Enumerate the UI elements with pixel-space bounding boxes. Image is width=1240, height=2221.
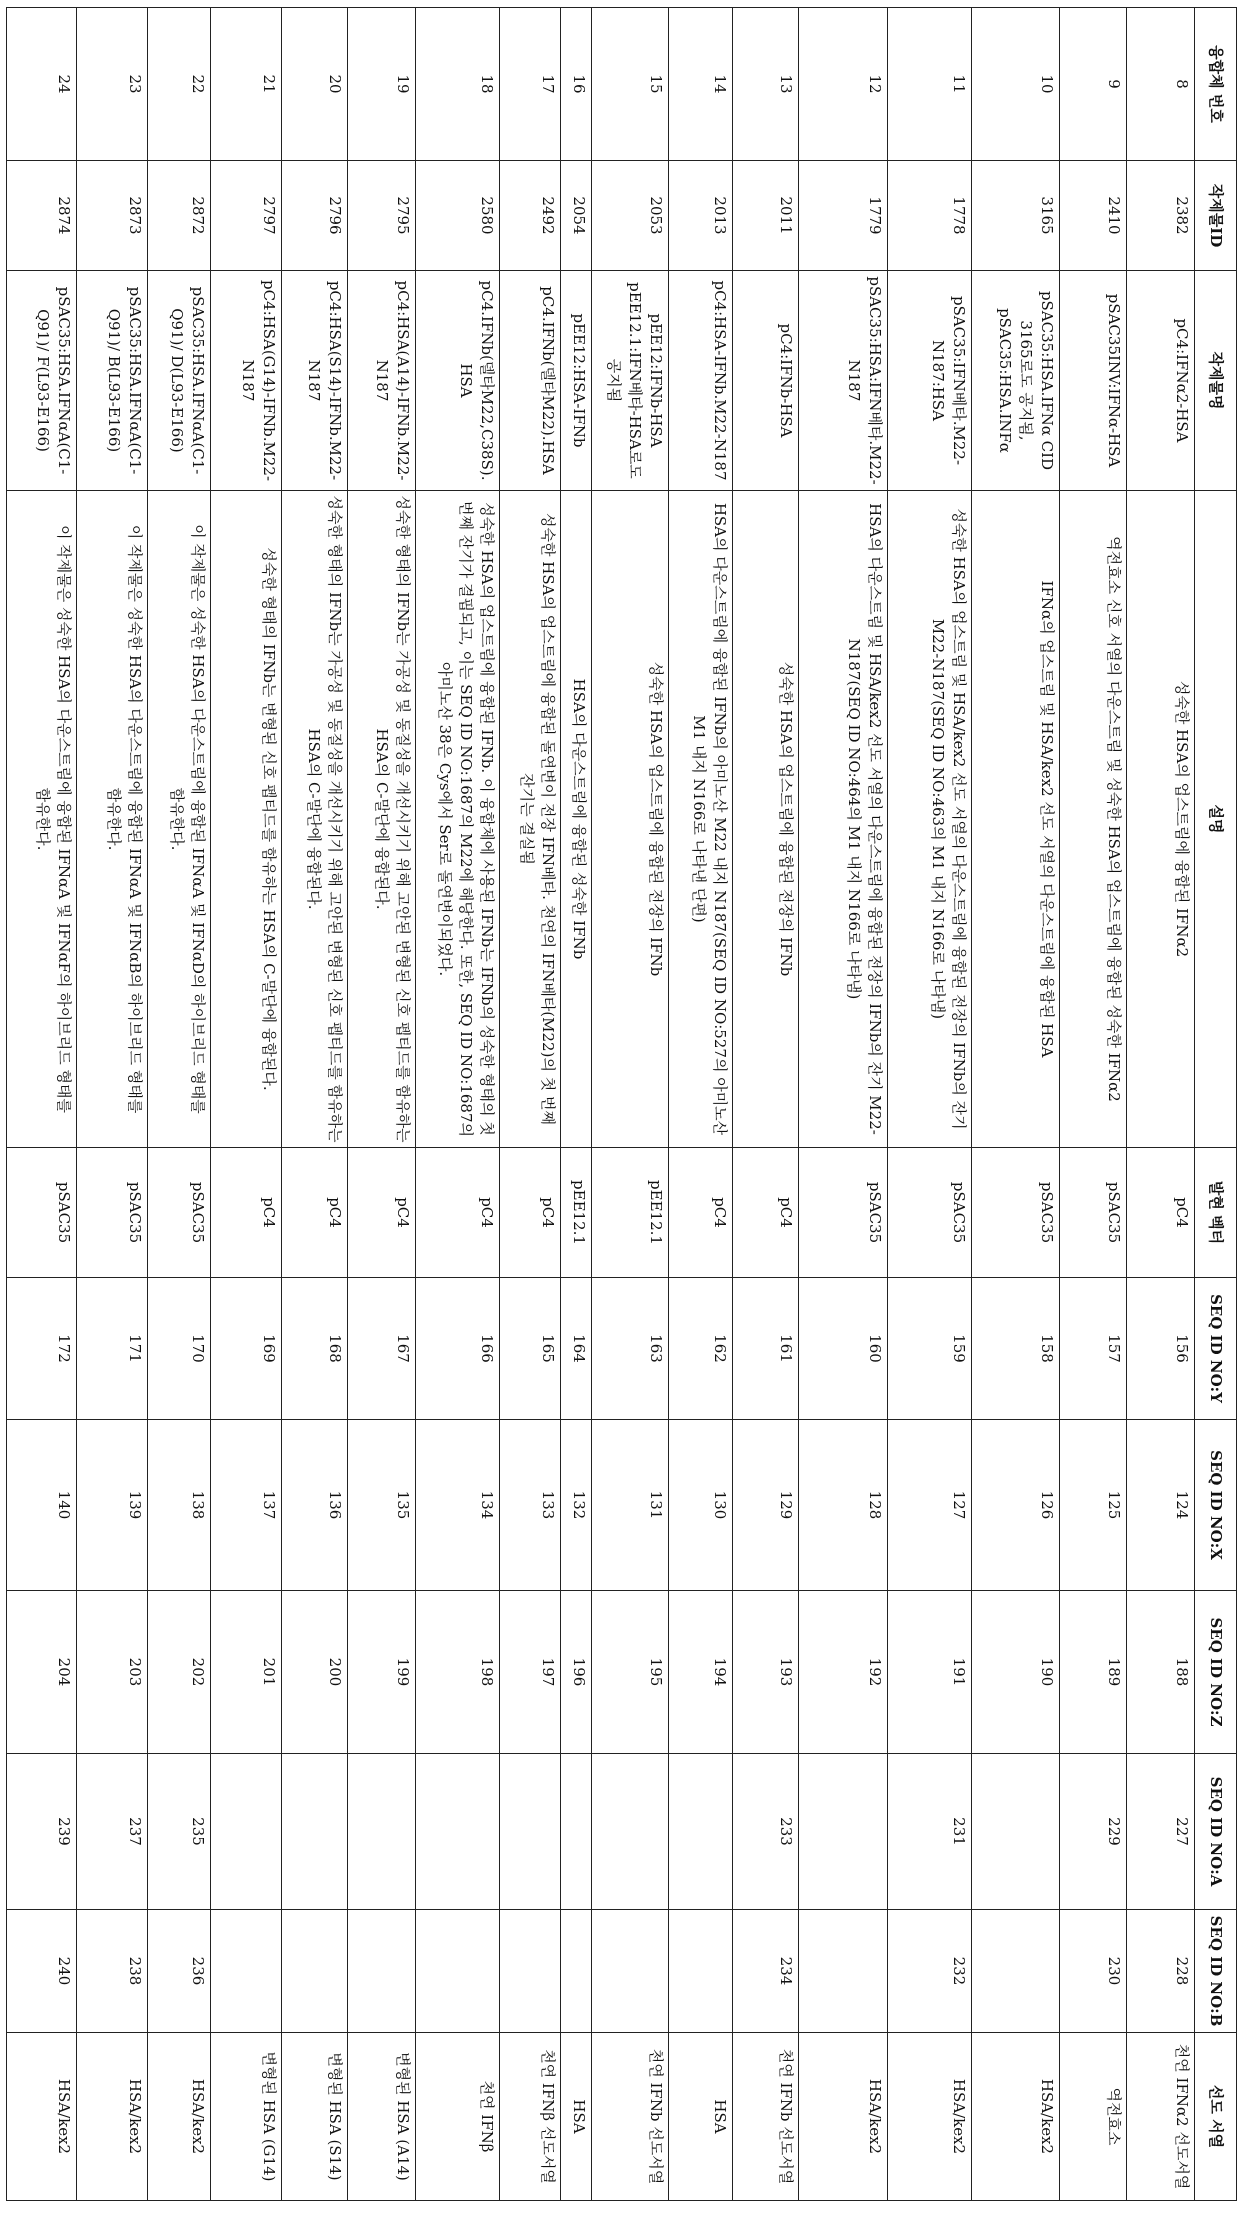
header-row bbox=[1195, 8, 1237, 2201]
cell-expression-vector: pC4 bbox=[348, 1148, 416, 1278]
rotated-page bbox=[0, 0, 1240, 2221]
cell-fusion-no: 20 bbox=[282, 8, 348, 161]
cell-expression-vector: pC4 bbox=[416, 1148, 500, 1278]
cell-seq-id-a bbox=[282, 1754, 348, 1910]
cell-seq-id-b bbox=[282, 1910, 348, 2033]
table-row bbox=[972, 8, 1060, 2201]
cell-expression-vector: pC4 bbox=[211, 1148, 282, 1278]
cell-fusion-no: 22 bbox=[148, 8, 211, 161]
cell-seq-id-b: 240 bbox=[7, 1910, 77, 2033]
cell-leader-sequence: 천연 IFNα2 선도서열 bbox=[1127, 2033, 1195, 2201]
cell-construct-id: 2874 bbox=[7, 161, 77, 271]
table-row bbox=[7, 8, 77, 2201]
header-description: 설명 bbox=[1195, 491, 1237, 1148]
table-row bbox=[669, 8, 733, 2201]
cell-seq-id-a bbox=[799, 1754, 888, 1910]
cell-description: HSA의 다운스트림에 융합된 성숙한 IFNb bbox=[561, 491, 592, 1148]
cell-seq-id-a bbox=[669, 1754, 733, 1910]
header-seq-id-a: SEQ ID NO:A bbox=[1195, 1754, 1237, 1910]
cell-seq-id-a: 227 bbox=[1127, 1754, 1195, 1910]
cell-construct-name: pC4.IFNb(델타M22,C38S).HSA bbox=[416, 271, 500, 491]
cell-expression-vector: pSAC35 bbox=[77, 1148, 148, 1278]
cell-seq-id-y: 168 bbox=[282, 1278, 348, 1420]
cell-seq-id-z: 202 bbox=[148, 1591, 211, 1754]
cell-description: HSA의 다운스트림에 융합된 IFNb의 아미노산 M22 내지 N187(SEQ ID NO:527의 아미노산 M1 내지 N166로 나타낸 단편) bbox=[669, 491, 733, 1148]
cell-seq-id-a bbox=[561, 1754, 592, 1910]
cell-seq-id-a: 235 bbox=[148, 1754, 211, 1910]
cell-seq-id-x: 132 bbox=[561, 1420, 592, 1591]
cell-expression-vector: pC4 bbox=[500, 1148, 561, 1278]
cell-construct-id: 2011 bbox=[733, 161, 799, 271]
cell-seq-id-z: 189 bbox=[1060, 1591, 1127, 1754]
cell-seq-id-y: 159 bbox=[888, 1278, 972, 1420]
cell-leader-sequence: 천연 IFNβ bbox=[416, 2033, 500, 2201]
cell-seq-id-z: 190 bbox=[972, 1591, 1060, 1754]
cell-construct-name: pC4:IFNb-HSA bbox=[733, 271, 799, 491]
cell-seq-id-x: 128 bbox=[799, 1420, 888, 1591]
cell-seq-id-y: 163 bbox=[592, 1278, 669, 1420]
cell-construct-name: pEE12:IFNb-HSA pEE12.1:IFN베타-HSA로도 공지됨 bbox=[592, 271, 669, 491]
cell-seq-id-x: 139 bbox=[77, 1420, 148, 1591]
cell-seq-id-y: 160 bbox=[799, 1278, 888, 1420]
cell-seq-id-z: 198 bbox=[416, 1591, 500, 1754]
cell-seq-id-a: 233 bbox=[733, 1754, 799, 1910]
cell-seq-id-z: 196 bbox=[561, 1591, 592, 1754]
cell-seq-id-z: 188 bbox=[1127, 1591, 1195, 1754]
cell-expression-vector: pSAC35 bbox=[148, 1148, 211, 1278]
cell-construct-id: 2053 bbox=[592, 161, 669, 271]
cell-construct-id: 2013 bbox=[669, 161, 733, 271]
cell-seq-id-z: 195 bbox=[592, 1591, 669, 1754]
cell-leader-sequence: HSA/kex2 bbox=[77, 2033, 148, 2201]
cell-leader-sequence: 역전효소 bbox=[1060, 2033, 1127, 2201]
cell-seq-id-z: 191 bbox=[888, 1591, 972, 1754]
cell-seq-id-b bbox=[592, 1910, 669, 2033]
cell-leader-sequence: HSA/kex2 bbox=[888, 2033, 972, 2201]
cell-seq-id-b: 228 bbox=[1127, 1910, 1195, 2033]
cell-fusion-no: 21 bbox=[211, 8, 282, 161]
cell-seq-id-x: 125 bbox=[1060, 1420, 1127, 1591]
cell-seq-id-x: 135 bbox=[348, 1420, 416, 1591]
cell-seq-id-z: 201 bbox=[211, 1591, 282, 1754]
cell-seq-id-y: 161 bbox=[733, 1278, 799, 1420]
table-row bbox=[211, 8, 282, 2201]
cell-construct-name: pC4:HSA(G14)-IFNb.M22-N187 bbox=[211, 271, 282, 491]
cell-seq-id-x: 137 bbox=[211, 1420, 282, 1591]
cell-seq-id-b: 238 bbox=[77, 1910, 148, 2033]
cell-construct-name: pC4.IFNb(델타M22).HSA bbox=[500, 271, 561, 491]
cell-seq-id-x: 136 bbox=[282, 1420, 348, 1591]
cell-seq-id-b bbox=[416, 1910, 500, 2033]
cell-fusion-no: 11 bbox=[888, 8, 972, 161]
cell-seq-id-x: 124 bbox=[1127, 1420, 1195, 1591]
cell-seq-id-y: 162 bbox=[669, 1278, 733, 1420]
table-row bbox=[592, 8, 669, 2201]
cell-seq-id-b bbox=[561, 1910, 592, 2033]
cell-construct-name: pSAC35:HSA:IFN베타.M22-N187 bbox=[799, 271, 888, 491]
table-row bbox=[416, 8, 500, 2201]
cell-expression-vector: pC4 bbox=[733, 1148, 799, 1278]
cell-seq-id-y: 158 bbox=[972, 1278, 1060, 1420]
cell-seq-id-a bbox=[348, 1754, 416, 1910]
cell-expression-vector: pEE12.1 bbox=[561, 1148, 592, 1278]
cell-leader-sequence: HSA bbox=[561, 2033, 592, 2201]
cell-construct-name: pEE12:HSA-IFNb bbox=[561, 271, 592, 491]
header-seq-id-x: SEQ ID NO:X bbox=[1195, 1420, 1237, 1591]
cell-leader-sequence: 천연 IFNβ 선도서열 bbox=[500, 2033, 561, 2201]
cell-construct-name: pSAC35:IFN베타.M22-N187:HSA bbox=[888, 271, 972, 491]
cell-construct-name: pC4:HSA(A14)-IFNb.M22-N187 bbox=[348, 271, 416, 491]
cell-seq-id-x: 140 bbox=[7, 1420, 77, 1591]
header-construct-name: 작제물명 bbox=[1195, 271, 1237, 491]
cell-seq-id-b bbox=[669, 1910, 733, 2033]
cell-seq-id-y: 166 bbox=[416, 1278, 500, 1420]
cell-seq-id-z: 192 bbox=[799, 1591, 888, 1754]
cell-description: 이 작제물은 성숙한 HSA의 다운스트림에 융합된 IFNαA 및 IFNαF의 하이브리드 형태를 함유한다. bbox=[7, 491, 77, 1148]
cell-seq-id-a bbox=[972, 1754, 1060, 1910]
cell-leader-sequence: 변형된 HSA (A14) bbox=[348, 2033, 416, 2201]
cell-fusion-no: 16 bbox=[561, 8, 592, 161]
cell-fusion-no: 19 bbox=[348, 8, 416, 161]
cell-construct-name: pC4:IFNα2-HSA bbox=[1127, 271, 1195, 491]
cell-fusion-no: 9 bbox=[1060, 8, 1127, 161]
cell-construct-name: pSAC35:HSA.IFNαA(C1-Q91)/ B(L93-E166) bbox=[77, 271, 148, 491]
cell-fusion-no: 18 bbox=[416, 8, 500, 161]
cell-seq-id-y: 164 bbox=[561, 1278, 592, 1420]
cell-description: IFNα의 업스트림 및 HSA/kex2 선도 서열의 다운스트림에 융합된 HSA bbox=[972, 491, 1060, 1148]
table-row bbox=[500, 8, 561, 2201]
cell-construct-id: 1778 bbox=[888, 161, 972, 271]
cell-construct-name: pC4:HSA(S14)-IFNb.M22-N187 bbox=[282, 271, 348, 491]
cell-seq-id-z: 200 bbox=[282, 1591, 348, 1754]
cell-description: 성숙한 HSA의 업스트림에 융합된 IFNα2 bbox=[1127, 491, 1195, 1148]
table-row bbox=[77, 8, 148, 2201]
cell-seq-id-b bbox=[799, 1910, 888, 2033]
cell-leader-sequence: HSA/kex2 bbox=[799, 2033, 888, 2201]
cell-construct-id: 3165 bbox=[972, 161, 1060, 271]
cell-seq-id-a bbox=[592, 1754, 669, 1910]
cell-fusion-no: 15 bbox=[592, 8, 669, 161]
cell-seq-id-a: 239 bbox=[7, 1754, 77, 1910]
table-row bbox=[799, 8, 888, 2201]
cell-seq-id-x: 133 bbox=[500, 1420, 561, 1591]
header-seq-id-b: SEQ ID NO:B bbox=[1195, 1910, 1237, 2033]
cell-seq-id-x: 138 bbox=[148, 1420, 211, 1591]
cell-fusion-no: 10 bbox=[972, 8, 1060, 161]
cell-seq-id-x: 130 bbox=[669, 1420, 733, 1591]
cell-description: 성숙한 HSA의 업스트림에 융합된 전장의 IFNb bbox=[733, 491, 799, 1148]
cell-seq-id-a: 237 bbox=[77, 1754, 148, 1910]
cell-construct-id: 2492 bbox=[500, 161, 561, 271]
table-row bbox=[888, 8, 972, 2201]
cell-fusion-no: 23 bbox=[77, 8, 148, 161]
cell-construct-name: pSAC35:HSA.IFNαA(C1-Q91)/ D(L93-E166) bbox=[148, 271, 211, 491]
cell-seq-id-x: 131 bbox=[592, 1420, 669, 1591]
header-seq-id-y: SEQ ID NO:Y bbox=[1195, 1278, 1237, 1420]
cell-fusion-no: 13 bbox=[733, 8, 799, 161]
header-seq-id-z: SEQ ID NO:Z bbox=[1195, 1591, 1237, 1754]
cell-expression-vector: pSAC35 bbox=[1060, 1148, 1127, 1278]
cell-construct-id: 1779 bbox=[799, 161, 888, 271]
cell-seq-id-y: 156 bbox=[1127, 1278, 1195, 1420]
cell-seq-id-b bbox=[500, 1910, 561, 2033]
cell-seq-id-y: 169 bbox=[211, 1278, 282, 1420]
cell-description: 성숙한 HSA의 업스트림에 융합된 IFNb. 이 융합체에 사용된 IFNb는 IFNb의 성숙한 형태의 첫 번째 잔기가 결핍되고, 이는 SEQ ID NO:1687의 M22에 해당한다. 또한, SEQ ID NO:1687의 아미노산 38은 Cys에서 Ser로 돌연변이되었다. bbox=[416, 491, 500, 1148]
cell-seq-id-z: 204 bbox=[7, 1591, 77, 1754]
cell-expression-vector: pC4 bbox=[669, 1148, 733, 1278]
cell-fusion-no: 8 bbox=[1127, 8, 1195, 161]
cell-seq-id-z: 193 bbox=[733, 1591, 799, 1754]
cell-seq-id-b: 232 bbox=[888, 1910, 972, 2033]
header-expression-vector: 발현 벡터 bbox=[1195, 1148, 1237, 1278]
cell-expression-vector: pSAC35 bbox=[888, 1148, 972, 1278]
cell-seq-id-a: 229 bbox=[1060, 1754, 1127, 1910]
cell-construct-name: pC4:HSA-IFNb.M22-N187 bbox=[669, 271, 733, 491]
header-leader-sequence: 선도 서열 bbox=[1195, 2033, 1237, 2201]
cell-description: 성숙한 HSA의 업스트림에 융합된 전장의 IFNb bbox=[592, 491, 669, 1148]
cell-leader-sequence: HSA bbox=[669, 2033, 733, 2201]
header-construct-id: 작제물ID bbox=[1195, 161, 1237, 271]
cell-description: 성숙한 형태의 IFNb는 가공성 및 동질성을 개선시키기 위해 고안된 변형된 신호 펩티드를 함유하는 HSA의 C-말단에 융합된다. bbox=[282, 491, 348, 1148]
cell-seq-id-z: 203 bbox=[77, 1591, 148, 1754]
cell-description: 성숙한 형태의 IFNb는 변형된 신호 펩티드를 함유하는 HSA의 C-말단에 융합된다. bbox=[211, 491, 282, 1148]
cell-expression-vector: pSAC35 bbox=[7, 1148, 77, 1278]
cell-fusion-no: 14 bbox=[669, 8, 733, 161]
cell-leader-sequence: 변형된 HSA (G14) bbox=[211, 2033, 282, 2201]
fusion-construct-table bbox=[6, 7, 1237, 2201]
table-row bbox=[148, 8, 211, 2201]
cell-expression-vector: pSAC35 bbox=[972, 1148, 1060, 1278]
cell-seq-id-y: 170 bbox=[148, 1278, 211, 1420]
table-row bbox=[1127, 8, 1195, 2201]
cell-seq-id-y: 171 bbox=[77, 1278, 148, 1420]
cell-description: 성숙한 HSA의 업스트림에 융합된 돌연변이 전장 IFN베타. 천연의 IFN베타(M22)의 첫 번째 잔기는 결실됨 bbox=[500, 491, 561, 1148]
cell-seq-id-b bbox=[348, 1910, 416, 2033]
cell-seq-id-z: 197 bbox=[500, 1591, 561, 1754]
cell-description: 이 작제물은 성숙한 HSA의 다운스트림에 융합된 IFNαA 및 IFNαD의 하이브리드 형태를 함유한다. bbox=[148, 491, 211, 1148]
cell-construct-id: 2873 bbox=[77, 161, 148, 271]
table-row bbox=[1060, 8, 1127, 2201]
cell-seq-id-a bbox=[500, 1754, 561, 1910]
cell-expression-vector: pEE12.1 bbox=[592, 1148, 669, 1278]
cell-description: 이 작제물은 성숙한 HSA의 다운스트림에 융합된 IFNαA 및 IFNαB의 하이브리드 형태를 함유한다. bbox=[77, 491, 148, 1148]
cell-construct-id: 2580 bbox=[416, 161, 500, 271]
cell-construct-id: 2382 bbox=[1127, 161, 1195, 271]
cell-seq-id-y: 167 bbox=[348, 1278, 416, 1420]
cell-construct-id: 2872 bbox=[148, 161, 211, 271]
cell-seq-id-a bbox=[211, 1754, 282, 1910]
cell-leader-sequence: HSA/kex2 bbox=[7, 2033, 77, 2201]
cell-leader-sequence: HSA/kex2 bbox=[972, 2033, 1060, 2201]
cell-seq-id-x: 134 bbox=[416, 1420, 500, 1591]
cell-construct-id: 2410 bbox=[1060, 161, 1127, 271]
table-row bbox=[733, 8, 799, 2201]
cell-expression-vector: pC4 bbox=[282, 1148, 348, 1278]
cell-seq-id-z: 199 bbox=[348, 1591, 416, 1754]
cell-construct-name: pSAC35:HSA.IFNα CID 3165로도 공지됨, pSAC35:HSA.INFα bbox=[972, 271, 1060, 491]
cell-seq-id-y: 172 bbox=[7, 1278, 77, 1420]
cell-construct-id: 2054 bbox=[561, 161, 592, 271]
cell-seq-id-x: 126 bbox=[972, 1420, 1060, 1591]
cell-construct-id: 2797 bbox=[211, 161, 282, 271]
cell-seq-id-y: 165 bbox=[500, 1278, 561, 1420]
cell-leader-sequence: 천연 IFNb 선도서열 bbox=[592, 2033, 669, 2201]
cell-seq-id-b: 236 bbox=[148, 1910, 211, 2033]
cell-description: 성숙한 형태의 IFNb는 가공성 및 동질성을 개선시키기 위해 고안된 변형된 신호 펩티드를 함유하는 HSA의 C-말단에 융합된다. bbox=[348, 491, 416, 1148]
cell-construct-id: 2796 bbox=[282, 161, 348, 271]
cell-leader-sequence: 천연 IFNb 선도서열 bbox=[733, 2033, 799, 2201]
cell-construct-id: 2795 bbox=[348, 161, 416, 271]
cell-description: 역전효소 신호 서열의 다운스트림 및 성숙한 HSA의 업스트림에 융합된 성숙한 IFNα2 bbox=[1060, 491, 1127, 1148]
cell-fusion-no: 17 bbox=[500, 8, 561, 161]
cell-seq-id-y: 157 bbox=[1060, 1278, 1127, 1420]
cell-construct-name: pSAC35:HSA.IFNαA(C1-Q91)/ F(L93-E166) bbox=[7, 271, 77, 491]
cell-leader-sequence: HSA/kex2 bbox=[148, 2033, 211, 2201]
cell-seq-id-x: 127 bbox=[888, 1420, 972, 1591]
cell-seq-id-b: 230 bbox=[1060, 1910, 1127, 2033]
cell-seq-id-b bbox=[972, 1910, 1060, 2033]
cell-seq-id-b: 234 bbox=[733, 1910, 799, 2033]
header-fusion-no: 융합체 번호 bbox=[1195, 8, 1237, 161]
cell-expression-vector: pSAC35 bbox=[799, 1148, 888, 1278]
table-row bbox=[348, 8, 416, 2201]
cell-leader-sequence: 변형된 HSA (S14) bbox=[282, 2033, 348, 2201]
cell-fusion-no: 12 bbox=[799, 8, 888, 161]
cell-construct-name: pSAC35INV:IFNα-HSA bbox=[1060, 271, 1127, 491]
cell-expression-vector: pC4 bbox=[1127, 1148, 1195, 1278]
table-row bbox=[561, 8, 592, 2201]
cell-seq-id-x: 129 bbox=[733, 1420, 799, 1591]
cell-seq-id-a bbox=[416, 1754, 500, 1910]
cell-seq-id-z: 194 bbox=[669, 1591, 733, 1754]
cell-fusion-no: 24 bbox=[7, 8, 77, 161]
cell-seq-id-b bbox=[211, 1910, 282, 2033]
cell-description: 성숙한 HSA의 업스트림 및 HSA/kex2 선도 서열의 다운스트림에 융합된 전장의 IFNb의 잔기 M22-N187(SEQ ID NO:463의 M1 내지 N166로 나타냄) bbox=[888, 491, 972, 1148]
cell-description: HSA의 다운스트림 및 HSA/kex2 선도 서열의 다운스트림에 융합된 전장의 IFNb의 잔기 M22-N187(SEQ ID NO:464의 M1 내지 N166로 나타냄) bbox=[799, 491, 888, 1148]
table-row bbox=[282, 8, 348, 2201]
cell-seq-id-a: 231 bbox=[888, 1754, 972, 1910]
